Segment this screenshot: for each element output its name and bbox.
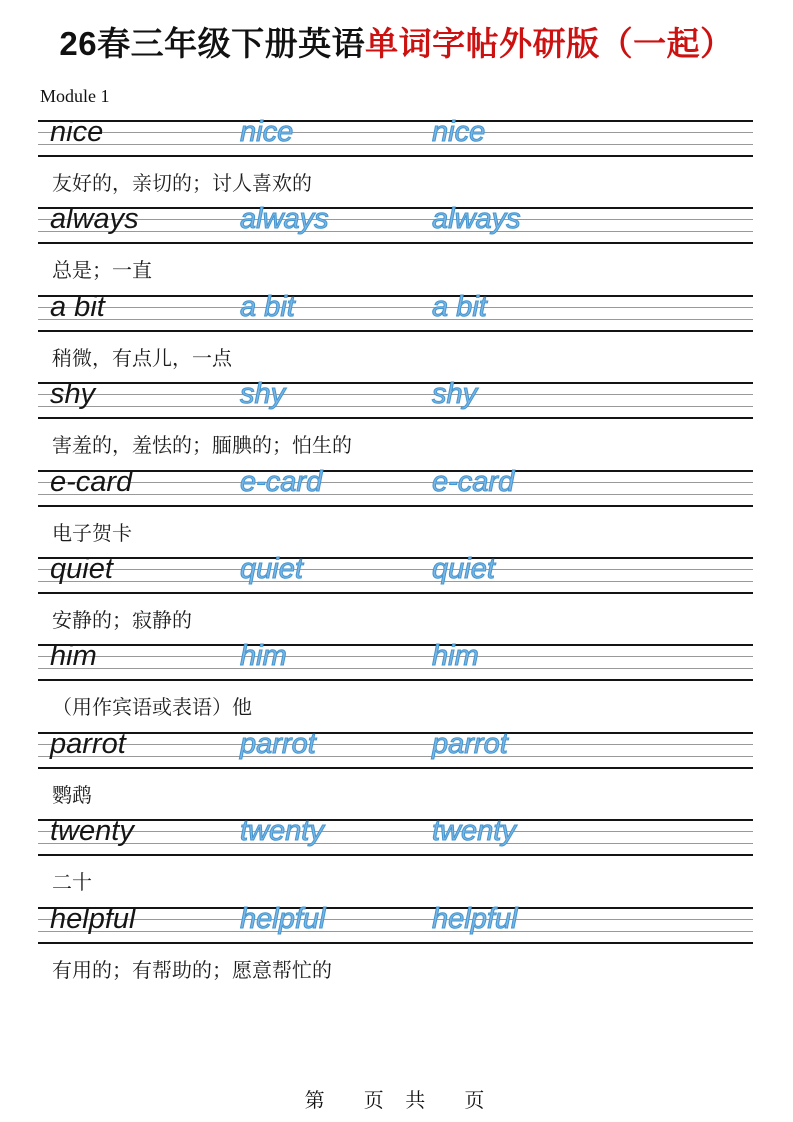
word-trace-1: him: [240, 640, 287, 673]
four-line-writing-guide: [38, 640, 753, 681]
guide-line-bottom: [38, 854, 753, 856]
word-meaning: 友好的，亲切的；讨人喜欢的: [52, 173, 312, 195]
word-meaning: 有用的；有帮助的；愿意帮忙的: [52, 959, 332, 982]
word-sample: shy: [50, 378, 96, 411]
word-practice-list: [0, 116, 793, 994]
guide-line-mid-upper: [38, 394, 753, 395]
word-trace-2: quiet: [432, 552, 495, 585]
word-trace-2: a bit: [432, 290, 487, 323]
guide-line-mid-lower: [38, 931, 753, 932]
guide-line-mid-lower: [38, 756, 753, 757]
word-sample: nice: [50, 116, 104, 148]
page-title-red-part: 单词字帖外研版（一起）: [365, 25, 734, 62]
word-trace-1: always: [240, 203, 329, 236]
word-trace-2: helpful: [432, 902, 518, 935]
word-meaning: 电子贺卡: [52, 522, 132, 545]
guide-line-mid-lower: [38, 319, 753, 320]
word-meaning: 安静的；寂静的: [52, 609, 192, 632]
guide-line-top: [38, 819, 753, 821]
word-trace-1: helpful: [240, 902, 326, 935]
guide-line-bottom: [38, 242, 753, 244]
word-meaning: （用作宾语或表语）他: [52, 697, 252, 720]
four-line-writing-guide: [38, 116, 753, 157]
word-trace-1: quiet: [240, 552, 303, 585]
word-trace-2: e-card: [432, 465, 515, 498]
four-line-writing-guide: [38, 378, 753, 419]
page-footer: 第 页 共 页: [304, 1090, 489, 1112]
guide-line-mid-upper: [38, 919, 753, 920]
word-practice-block: [0, 378, 793, 469]
four-line-writing-guide: [38, 902, 753, 944]
four-line-writing-guide: [38, 290, 753, 332]
word-trace-1: shy: [240, 378, 286, 411]
word-sample: a bit: [50, 290, 105, 323]
guide-line-bottom: [38, 592, 753, 594]
word-practice-block: [0, 552, 793, 644]
four-line-writing-guide: [38, 815, 753, 856]
word-trace-1: a bit: [240, 290, 295, 323]
guide-line-top: [38, 907, 753, 909]
guide-line-bottom: [38, 767, 753, 769]
guide-line-top: [38, 382, 753, 384]
guide-line-mid-lower: [38, 231, 753, 232]
word-sample: quiet: [50, 552, 113, 585]
guide-line-bottom: [38, 417, 753, 419]
word-trace-1: e-card: [240, 465, 323, 498]
word-sample: always: [50, 203, 139, 236]
guide-line-top: [38, 732, 753, 734]
page-title-black-part: 26春三年级下册英语: [59, 25, 366, 62]
word-sample: parrot: [50, 727, 126, 760]
module-label: Module 1: [40, 86, 110, 106]
word-practice-block: [0, 116, 793, 207]
guide-line-mid-lower: [38, 144, 753, 145]
word-practice-block: [0, 727, 793, 819]
four-line-writing-guide: [38, 552, 753, 594]
word-meaning: 总是；一直: [52, 260, 152, 283]
guide-line-bottom: [38, 505, 753, 507]
four-line-writing-guide: [38, 203, 753, 244]
word-trace-1: twenty: [240, 815, 324, 848]
guide-line-top: [38, 295, 753, 297]
word-trace-2: always: [432, 203, 521, 236]
guide-line-top: [38, 120, 753, 122]
guide-line-bottom: [38, 155, 753, 157]
guide-line-bottom: [38, 679, 753, 681]
word-trace-2: nice: [432, 116, 486, 148]
word-trace-2: him: [432, 640, 479, 673]
four-line-writing-guide: [38, 465, 753, 507]
guide-line-bottom: [38, 330, 753, 332]
guide-line-top: [38, 207, 753, 209]
guide-line-mid-lower: [38, 494, 753, 495]
guide-line-mid-upper: [38, 569, 753, 570]
guide-line-mid-upper: [38, 132, 753, 133]
page-title: [0, 0, 793, 64]
guide-line-mid-lower: [38, 581, 753, 582]
word-sample: him: [50, 640, 97, 673]
guide-line-mid-upper: [38, 219, 753, 220]
guide-line-mid-upper: [38, 482, 753, 483]
word-trace-1: nice: [240, 116, 294, 148]
guide-line-mid-lower: [38, 843, 753, 844]
word-practice-block: [0, 465, 793, 557]
guide-line-bottom: [38, 942, 753, 944]
guide-line-mid-lower: [38, 668, 753, 669]
guide-line-mid-lower: [38, 406, 753, 407]
guide-line-mid-upper: [38, 307, 753, 308]
guide-line-mid-upper: [38, 656, 753, 657]
four-line-writing-guide: [38, 727, 753, 769]
word-trace-2: twenty: [432, 815, 516, 848]
guide-line-top: [38, 557, 753, 559]
guide-line-top: [38, 470, 753, 472]
word-sample: helpful: [50, 902, 136, 935]
word-trace-2: shy: [432, 378, 478, 411]
word-practice-block: [0, 640, 793, 731]
word-trace-1: parrot: [240, 727, 316, 760]
word-meaning: 二十: [52, 872, 92, 895]
word-trace-2: parrot: [432, 727, 508, 760]
guide-line-mid-upper: [38, 744, 753, 745]
word-meaning: 稍微，有点儿，一点: [52, 347, 232, 370]
guide-line-mid-upper: [38, 831, 753, 832]
word-meaning: 鹦鹉: [52, 784, 92, 807]
guide-line-top: [38, 644, 753, 646]
word-sample: e-card: [50, 465, 133, 498]
word-practice-block: [0, 290, 793, 382]
word-practice-block: [0, 815, 793, 906]
word-sample: twenty: [50, 815, 134, 848]
word-practice-block: [0, 902, 793, 994]
word-meaning: 害羞的，羞怯的；腼腆的；怕生的: [52, 435, 352, 458]
word-practice-block: [0, 203, 793, 294]
